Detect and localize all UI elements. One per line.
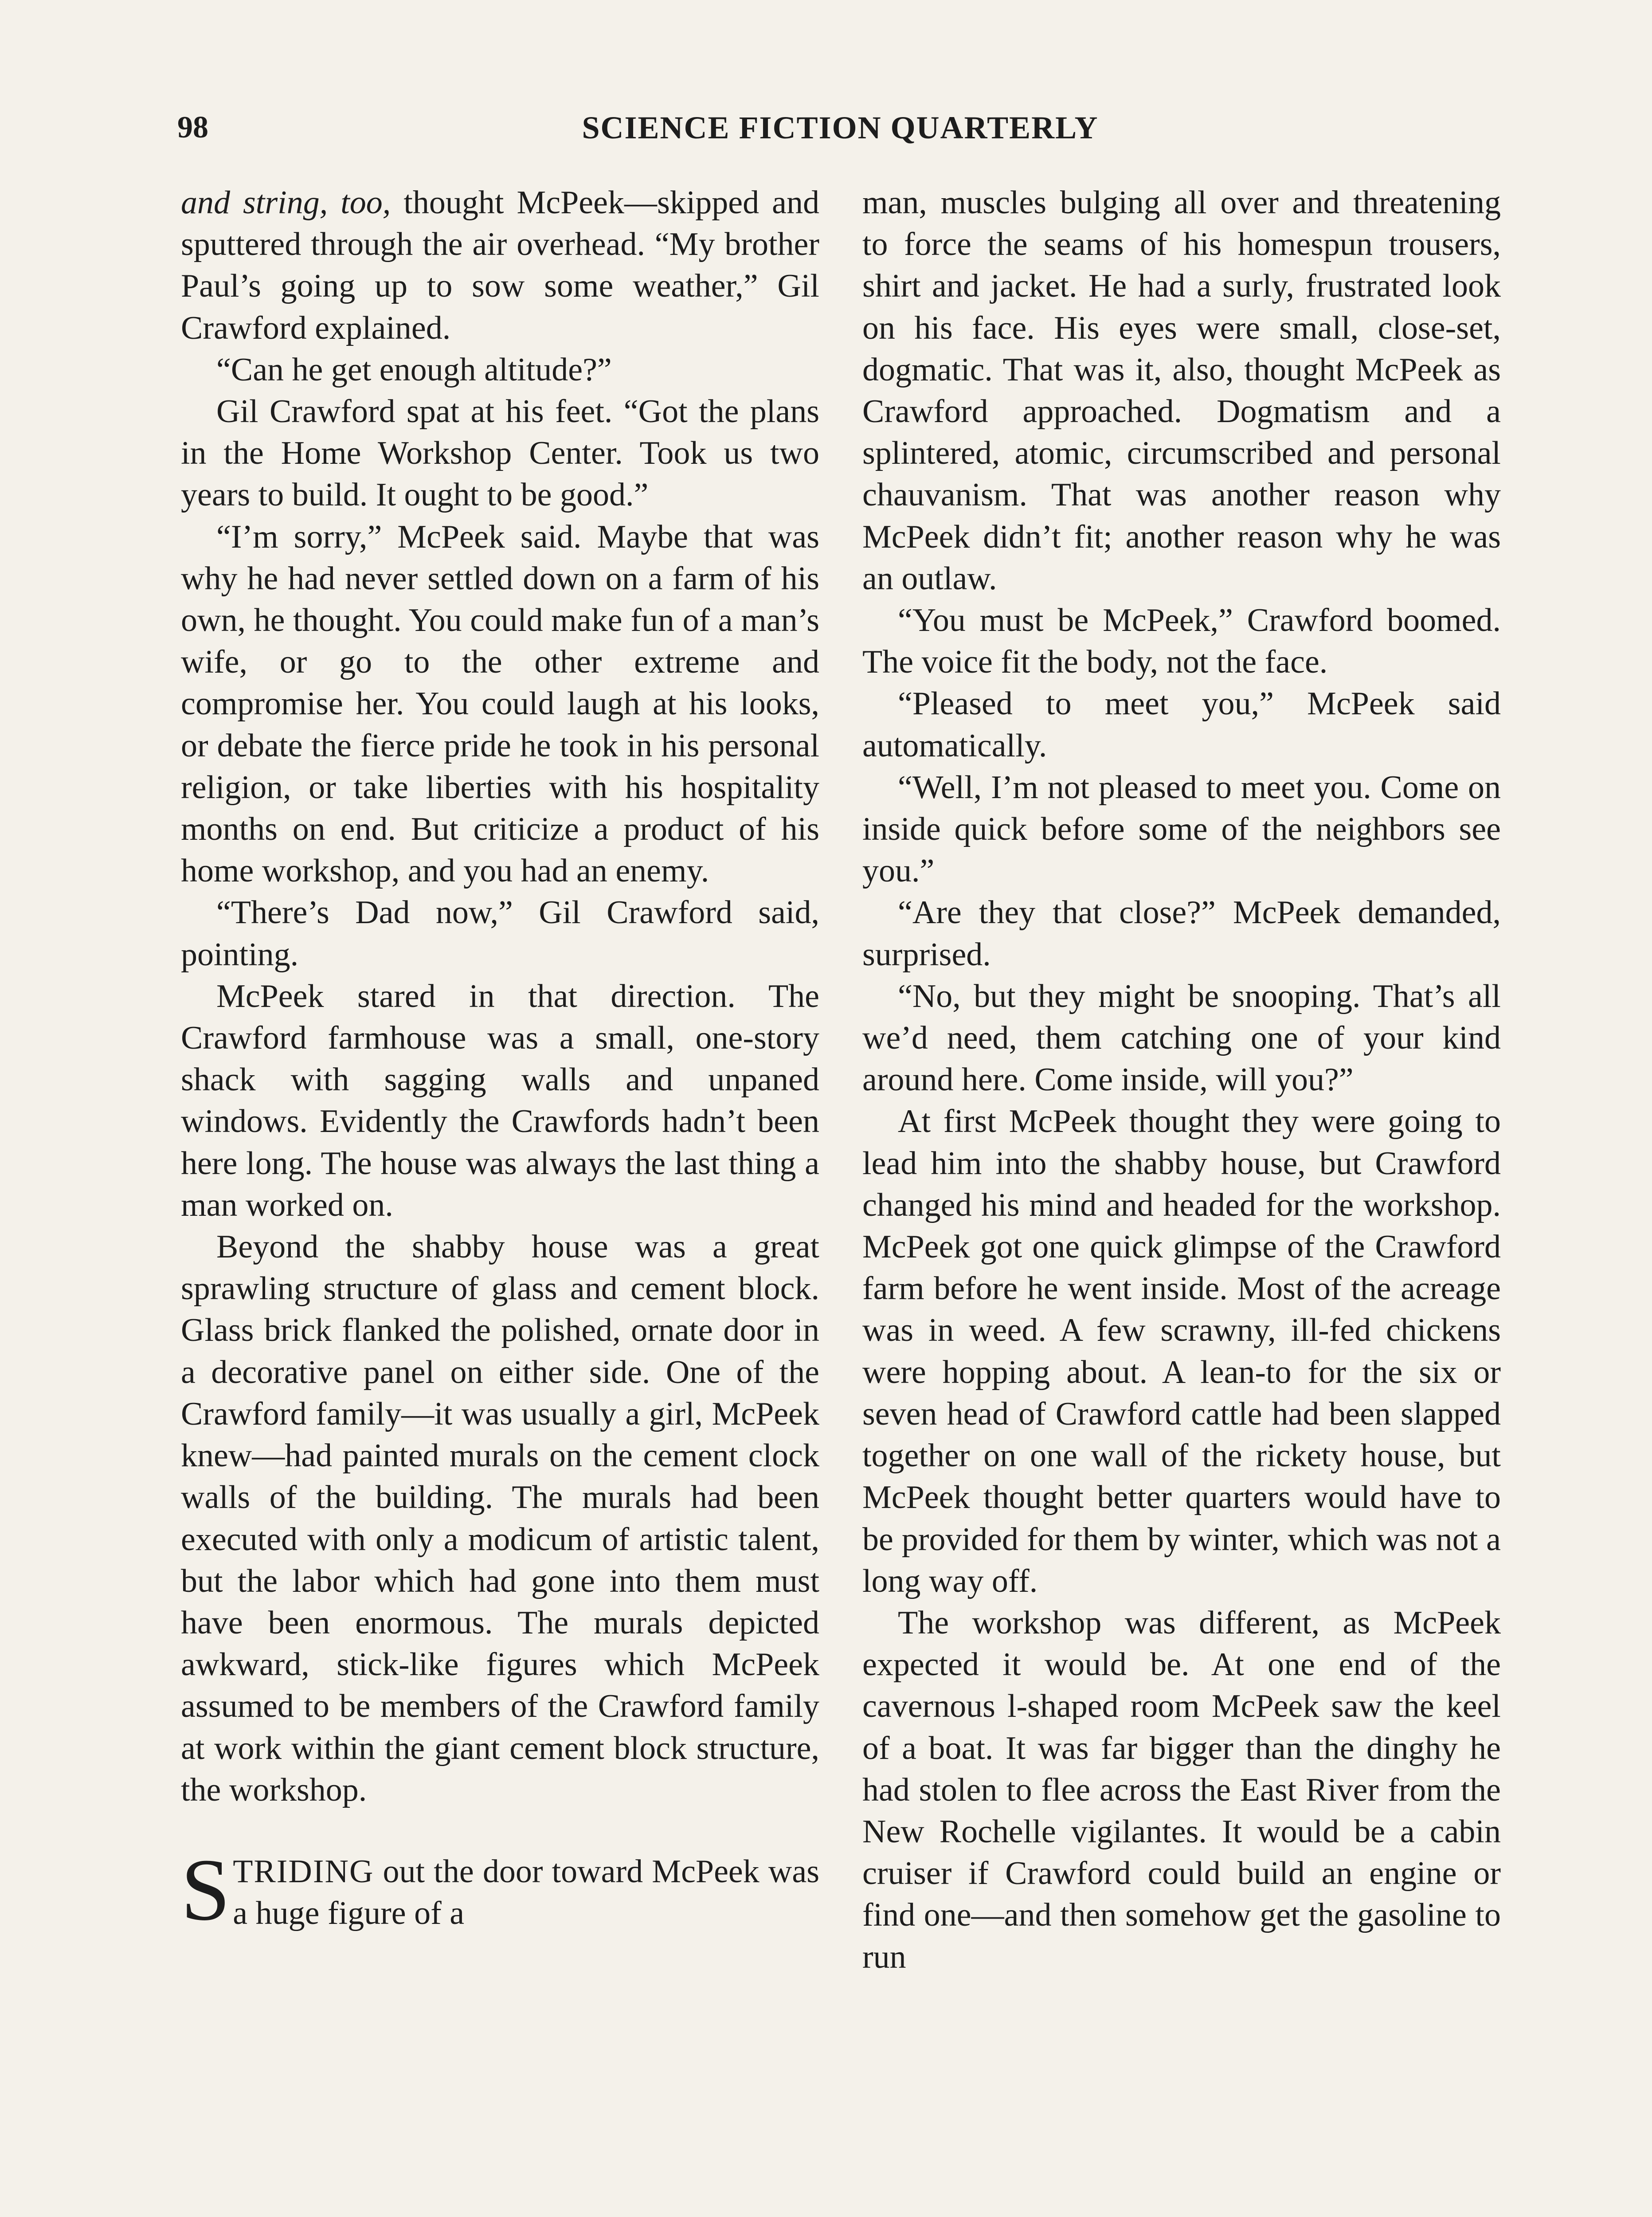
paragraph: “There’s Dad now,” Gil Crawford said, pointing.: [181, 894, 819, 973]
magazine-title: SCIENCE FICTION QUARTERLY: [582, 110, 1099, 145]
lead-in-caps: TRIDING: [233, 1853, 374, 1890]
section-opening-paragraph: [181, 1841, 819, 1939]
drop-cap: S: [181, 1841, 231, 1939]
left-column: [181, 182, 820, 1939]
paragraph: “Well, I’m not pleased to meet you. Come on inside quick before some of the neighbors see you.”: [862, 769, 1501, 889]
paragraph-text: thought McPeek—skipped and sputtered through the air overhead. “My brother Paul’s going up to sow some weather,” Gil Crawford explained.: [181, 184, 820, 346]
paragraph: “Can he get enough altitude?”: [216, 351, 612, 388]
page-number: 98: [177, 110, 208, 145]
paragraph: Beyond the shabby house was a great sprawling structure of glass and cement block. Glass brick flanked the polished, ornate door in a decorative panel on either side. One of the Crawford family—it was usually a girl, McPeek knew—had painted murals on the cement clock walls of the building. The murals had been executed with only a modicum of artistic talent, but the labor which had gone into them must have been enormous. The murals depicted awkward, stick-like figures which McPeek assumed to be members of the Crawford family at work within the giant cement block structure, the workshop.: [181, 1229, 819, 1808]
paragraph-text: out the door toward McPeek was a huge figure of a: [233, 1853, 819, 1932]
italic-phrase: and string, too,: [181, 184, 391, 221]
paragraph: [181, 182, 819, 349]
paragraph: “You must be McPeek,” Crawford boomed. The voice fit the body, not the face.: [862, 602, 1501, 681]
paragraph: McPeek stared in that direction. The Crawford farmhouse was a small, one-story shack with sagging walls and unpaned windows. Evidently the Crawfords hadn’t been here long. The house was always the last thing a man worked on.: [181, 978, 819, 1223]
paragraph: “Pleased to meet you,” McPeek said automatically.: [862, 685, 1501, 764]
page-header: [177, 101, 1503, 154]
paragraph: man, muscles bulging all over and threatening to force the seams of his homespun trousers, shirt and jacket. He had a surly, frustrated look on his face. His eyes were small, close-set, dogmatic. That was it, also, thought McPeek as Crawford approached. Dogmatism and a splintered, atomic, circumscribed and personal chauvanism. That was another reason why McPeek didn’t fit; another reason why he was an outlaw.: [862, 184, 1501, 597]
paragraph: “Are they that close?” McPeek demanded, surprised.: [862, 894, 1501, 973]
paragraph: “No, but they might be snooping. That’s all we’d need, them catching one of your kind around here. Come inside, will you?”: [862, 978, 1501, 1098]
paragraph: “I’m sorry,” McPeek said. Maybe that was why he had never settled down on a farm of his own, he thought. You could make fun of a man’s wife, or go to the other extreme and compromise her. You could laugh at his looks, or debate the fierce pride he took in his personal religion, or take liberties with his hospitality months on end. But criticize a product of his home workshop, and you had an enemy.: [181, 518, 819, 889]
paragraph: The workshop was different, as McPeek expected it would be. At one end of the cavernous l-shaped room McPeek saw the keel of a boat. It was far bigger than the dinghy he had stolen to flee across the East River from the New Rochelle vigilantes. It would be a cabin cruiser if Crawford could build an engine or find one—and then somehow get the gasoline to run: [862, 1604, 1501, 1975]
paragraph: At first McPeek thought they were going to lead him into the shabby house, but Crawford changed his mind and headed for the workshop. McPeek got one quick glimpse of the Crawford farm before he went inside. Most of the acreage was in weed. A few scrawny, ill-fed chickens were hopping about. A lean-to for the six or seven head of Crawford cattle had been slapped together on one wall of the rickety house, but McPeek thought better quarters would have to be provided for them by winter, which was not a long way off.: [862, 1103, 1501, 1599]
right-column: [862, 182, 1501, 1978]
paragraph: Gil Crawford spat at his feet. “Got the plans in the Home Workshop Center. Took us two years to build. It ought to be good.”: [181, 393, 819, 513]
